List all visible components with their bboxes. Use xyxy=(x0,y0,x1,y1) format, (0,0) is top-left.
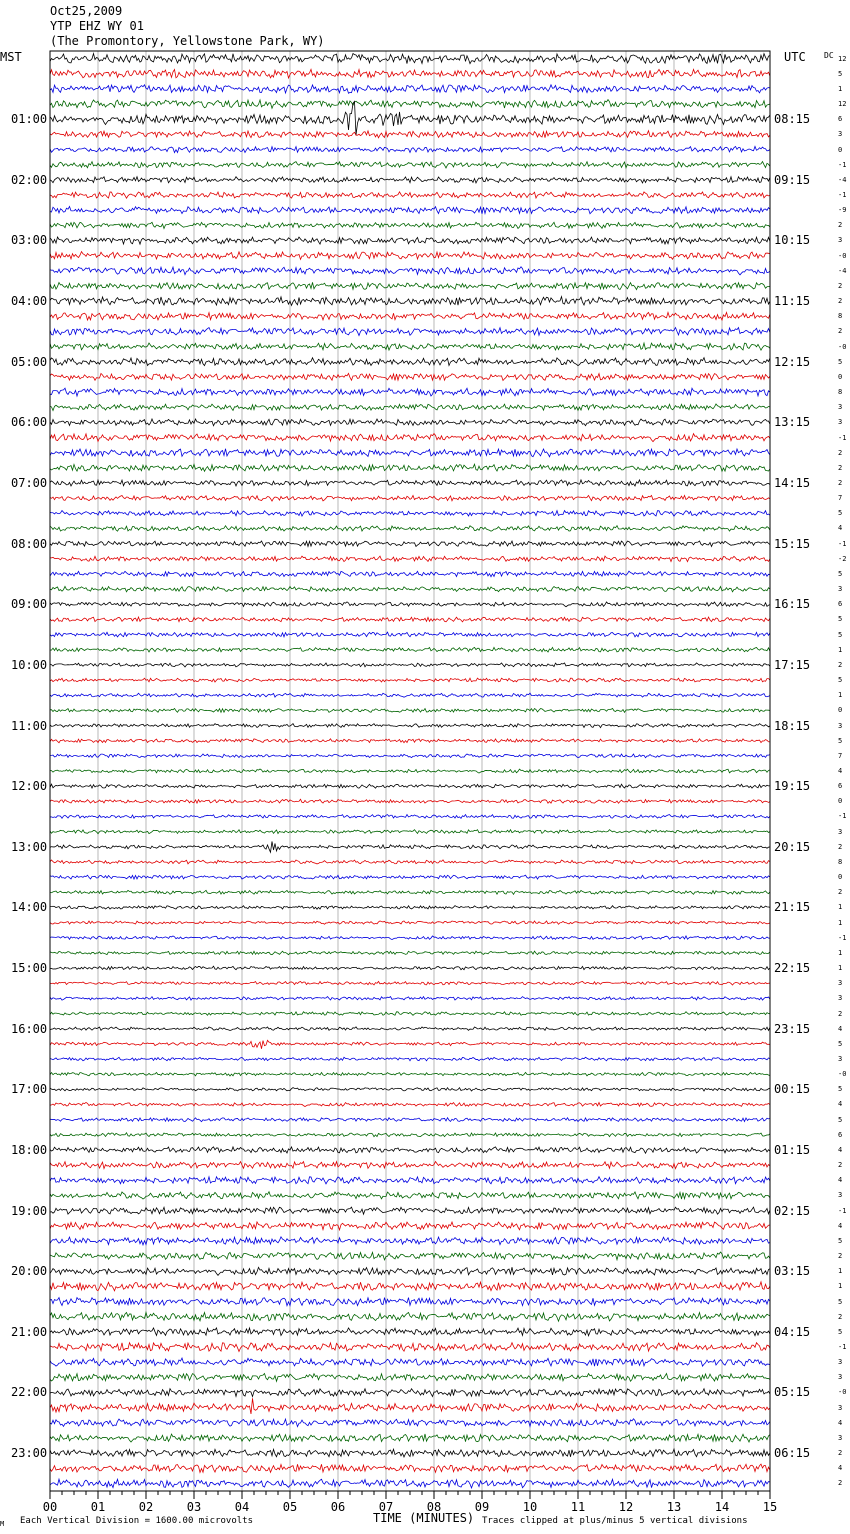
trace-83 xyxy=(50,1312,770,1321)
trace-3 xyxy=(50,100,770,109)
right-hour-label: 09:15 xyxy=(774,172,811,187)
trace-29 xyxy=(50,495,770,501)
corner-mark: M xyxy=(0,1520,5,1528)
dc-offset-label: -2 xyxy=(838,554,847,563)
left-hour-label: 09:00 xyxy=(11,597,48,612)
trace-36 xyxy=(50,602,770,607)
x-tick-label: 03 xyxy=(186,1500,202,1514)
dc-offset-label: 3 xyxy=(838,403,843,412)
dc-offset-label: 8 xyxy=(838,388,843,397)
dc-offset-label: 2 xyxy=(838,448,843,457)
trace-85 xyxy=(50,1343,770,1352)
trace-26 xyxy=(50,449,770,457)
x-tick-label: 14 xyxy=(714,1500,730,1514)
trace-56 xyxy=(50,906,770,910)
dc-offset-label: -0 xyxy=(838,251,847,260)
dc-offset-label: 0 xyxy=(838,797,843,806)
left-hour-label: 16:00 xyxy=(11,1021,48,1036)
right-hour-label: 02:15 xyxy=(774,1203,811,1218)
dc-offset-label: 3 xyxy=(838,1191,843,1200)
right-hour-label: 01:15 xyxy=(774,1142,811,1157)
right-hour-label: 13:15 xyxy=(774,415,811,430)
dc-offset-label: -1 xyxy=(838,433,847,442)
x-tick-label: 10 xyxy=(522,1500,538,1514)
right-hour-label: 05:15 xyxy=(774,1385,811,1400)
dc-offset-label: 2 xyxy=(838,1479,843,1488)
dc-offset-label: 8 xyxy=(838,312,843,321)
trace-40 xyxy=(50,663,770,667)
dc-offset-label: 3 xyxy=(838,1055,843,1063)
left-hour-label: 07:00 xyxy=(11,476,48,490)
trace-47 xyxy=(50,769,770,773)
dc-offset-label: 8 xyxy=(838,857,843,866)
dc-offset-label: 1 xyxy=(838,1267,843,1276)
trace-31 xyxy=(50,526,770,532)
trace-13 xyxy=(50,252,770,260)
left-hour-label: 23:00 xyxy=(11,1446,48,1461)
trace-2 xyxy=(50,85,770,93)
x-tick-label: 12 xyxy=(618,1500,634,1514)
dc-offset-label: 3 xyxy=(838,418,843,427)
trace-65 xyxy=(50,1040,770,1048)
trace-28 xyxy=(50,480,770,486)
dc-offset-label: 4 xyxy=(838,1024,843,1033)
dc-offset-label: 6 xyxy=(838,600,843,609)
trace-72 xyxy=(50,1147,770,1153)
seismic-traces xyxy=(50,54,770,1488)
trace-53 xyxy=(50,860,770,864)
trace-81 xyxy=(50,1282,770,1291)
trace-27 xyxy=(50,464,770,471)
trace-18 xyxy=(50,328,770,336)
left-hour-label: 10:00 xyxy=(11,657,48,672)
dc-offset-label: 5 xyxy=(838,1085,843,1094)
right-hour-label: 10:15 xyxy=(774,233,811,248)
dc-offset-label: 0 xyxy=(838,873,843,882)
trace-58 xyxy=(50,936,770,940)
trace-10 xyxy=(50,206,770,213)
dc-offset-label: 5 xyxy=(838,1327,843,1336)
trace-80 xyxy=(50,1267,770,1275)
dc-offset-label: 5 xyxy=(838,736,843,745)
dc-offset-label: 4 xyxy=(838,1100,843,1109)
trace-7 xyxy=(50,162,770,168)
left-hour-label: 13:00 xyxy=(11,839,48,854)
dc-offset-label: 2 xyxy=(838,1312,843,1321)
left-hour-label: 04:00 xyxy=(11,294,48,309)
trace-62 xyxy=(50,997,770,1001)
left-hour-label: 06:00 xyxy=(11,415,48,430)
dc-offset-label: 3 xyxy=(838,979,843,988)
trace-14 xyxy=(50,267,770,275)
right-hour-label: 14:15 xyxy=(774,476,811,490)
dc-offset-label: 1 xyxy=(838,964,843,973)
trace-67 xyxy=(50,1072,770,1076)
dc-offset-label: -1 xyxy=(838,1206,847,1215)
trace-49 xyxy=(50,799,770,803)
left-zone-label: MST xyxy=(0,50,22,64)
trace-84 xyxy=(50,1328,770,1336)
trace-1 xyxy=(50,69,770,78)
dc-offset-label: 4 xyxy=(838,1176,843,1185)
dc-offset-label: -1 xyxy=(838,1343,847,1351)
trace-50 xyxy=(50,815,770,819)
trace-39 xyxy=(50,647,770,652)
dc-offset-label: 3 xyxy=(838,721,843,730)
dc-offset-label: -1 xyxy=(838,812,847,821)
trace-54 xyxy=(50,875,770,879)
trace-16 xyxy=(50,297,770,306)
trace-4 xyxy=(50,101,770,135)
dc-offset-label: 5 xyxy=(838,1297,843,1306)
dc-offset-label: 2 xyxy=(838,660,843,669)
trace-52 xyxy=(50,841,770,852)
dc-offset-label: -9 xyxy=(838,206,847,215)
header-date: Oct25,2009 xyxy=(50,4,123,18)
trace-19 xyxy=(50,343,770,350)
trace-63 xyxy=(50,1012,770,1016)
trace-92 xyxy=(50,1449,770,1457)
left-hour-label: 02:00 xyxy=(11,172,48,187)
trace-23 xyxy=(50,404,770,411)
dc-offset-label: -1 xyxy=(838,933,847,942)
dc-offset-label: 5 xyxy=(838,569,843,578)
right-hour-label: 19:15 xyxy=(774,779,811,794)
trace-20 xyxy=(50,358,770,366)
left-hour-label: 05:00 xyxy=(11,354,48,369)
dc-offset-label: -4 xyxy=(838,175,847,184)
dc-offset-label: 0 xyxy=(838,706,843,715)
dc-offset-label: 3 xyxy=(838,1358,843,1367)
left-hour-label: 01:00 xyxy=(11,112,48,127)
trace-38 xyxy=(50,632,770,637)
x-tick-label: 07 xyxy=(378,1500,394,1514)
dc-offset-label: 3 xyxy=(838,827,843,836)
trace-46 xyxy=(50,754,770,758)
dc-offset-label: 2 xyxy=(838,463,843,472)
trace-48 xyxy=(50,784,770,788)
right-hour-label: 21:15 xyxy=(774,900,811,915)
dc-offset-label: 1 xyxy=(838,948,843,957)
trace-60 xyxy=(50,966,770,970)
dc-offset-label: 12 xyxy=(838,100,847,109)
dc-offset-label: 2 xyxy=(838,327,843,336)
dc-offset-label: 0 xyxy=(838,372,843,381)
right-hour-label: 16:15 xyxy=(774,597,811,612)
dc-offset-label: 7 xyxy=(838,494,843,503)
x-tick-label: 01 xyxy=(90,1500,106,1514)
right-hour-label: 17:15 xyxy=(774,657,811,672)
dc-label: DC xyxy=(824,51,834,60)
dc-offset-label: 1 xyxy=(838,1282,843,1291)
trace-25 xyxy=(50,434,770,442)
right-hour-label: 15:15 xyxy=(774,536,811,551)
dc-offset-label: 5 xyxy=(838,630,843,639)
right-hour-label: 20:15 xyxy=(774,839,811,854)
dc-offset-label: 2 xyxy=(838,1252,843,1261)
dc-offset-label: 3 xyxy=(838,236,843,245)
dc-offset-label: 5 xyxy=(838,615,843,624)
trace-42 xyxy=(50,693,770,697)
left-hour-label: 14:00 xyxy=(11,900,48,915)
dc-offset-label: -4 xyxy=(838,266,847,275)
right-hour-label: 22:15 xyxy=(774,961,811,976)
trace-34 xyxy=(50,571,770,577)
trace-8 xyxy=(50,177,770,183)
trace-82 xyxy=(50,1298,770,1306)
right-hour-label: 06:15 xyxy=(774,1446,811,1461)
trace-32 xyxy=(50,541,770,546)
dc-offset-label: 3 xyxy=(838,994,843,1003)
dc-offset-label: 3 xyxy=(838,585,843,594)
dc-offset-label: 3 xyxy=(838,130,843,139)
dc-offset-label: 2 xyxy=(838,221,843,230)
dc-offset-label: 1 xyxy=(838,645,843,654)
dc-offset-label: 2 xyxy=(838,297,843,306)
right-hour-label: 04:15 xyxy=(774,1324,811,1339)
left-hour-label: 08:00 xyxy=(11,536,48,551)
trace-57 xyxy=(50,921,770,924)
dc-offset-label: -0 xyxy=(838,342,847,351)
header-station: YTP EHZ WY 01 xyxy=(50,19,144,33)
trace-87 xyxy=(50,1373,770,1381)
trace-94 xyxy=(50,1479,770,1488)
dc-offset-label: 1 xyxy=(838,84,843,93)
trace-55 xyxy=(50,890,770,894)
trace-5 xyxy=(50,131,770,138)
x-tick-label: 11 xyxy=(570,1500,586,1514)
trace-11 xyxy=(50,222,770,228)
dc-offset-label: 2 xyxy=(838,842,843,851)
left-hour-label: 18:00 xyxy=(11,1142,48,1157)
dc-offset-label: 2 xyxy=(838,1161,843,1170)
dc-offset-label: -1 xyxy=(838,191,847,199)
dc-offset-label: -1 xyxy=(838,539,847,548)
right-zone-label: UTC xyxy=(784,50,806,64)
x-tick-label: 15 xyxy=(762,1500,778,1514)
dc-offset-label: 4 xyxy=(838,1145,843,1154)
dc-offset-label: 5 xyxy=(838,1039,843,1048)
dc-offset-label: 1 xyxy=(838,918,843,927)
dc-offset-label: 6 xyxy=(838,115,843,124)
dc-offset-label: 4 xyxy=(838,1221,843,1230)
dc-offset-label: 5 xyxy=(838,1115,843,1124)
trace-74 xyxy=(50,1177,770,1184)
trace-75 xyxy=(50,1192,770,1199)
dc-offset-label: 4 xyxy=(838,1464,843,1473)
trace-78 xyxy=(50,1237,770,1245)
trace-79 xyxy=(50,1252,770,1260)
dc-offset-label: -0 xyxy=(838,1070,847,1079)
dc-offset-label: 0 xyxy=(838,145,843,154)
trace-9 xyxy=(50,192,770,198)
x-tick-label: 13 xyxy=(666,1500,682,1514)
right-hour-label: 11:15 xyxy=(774,294,811,309)
dc-offset-label: 2 xyxy=(838,1449,843,1458)
left-hour-label: 03:00 xyxy=(11,233,48,248)
dc-offset-label: 3 xyxy=(838,1433,843,1442)
trace-77 xyxy=(50,1222,770,1230)
trace-24 xyxy=(50,419,770,426)
trace-73 xyxy=(50,1162,770,1169)
trace-12 xyxy=(50,237,770,244)
dc-offset-label: 5 xyxy=(838,69,843,78)
dc-offset-label: 5 xyxy=(838,357,843,366)
trace-69 xyxy=(50,1102,770,1106)
x-tick-label: 08 xyxy=(426,1500,442,1514)
trace-0 xyxy=(50,54,770,64)
x-tick-label: 06 xyxy=(330,1500,346,1514)
trace-45 xyxy=(50,739,770,743)
trace-93 xyxy=(50,1464,770,1472)
trace-71 xyxy=(50,1133,770,1137)
trace-17 xyxy=(50,312,770,320)
trace-33 xyxy=(50,556,770,562)
trace-76 xyxy=(50,1207,770,1214)
right-hour-label: 18:15 xyxy=(774,718,811,733)
dc-offset-label: 4 xyxy=(838,524,843,533)
dc-offset-label: 1 xyxy=(838,691,843,700)
dc-offset-label: 7 xyxy=(838,751,843,760)
trace-30 xyxy=(50,511,770,517)
trace-21 xyxy=(50,373,770,380)
dc-offset-label: 5 xyxy=(838,509,843,518)
right-hour-label: 12:15 xyxy=(774,354,811,369)
right-hour-label: 08:15 xyxy=(774,112,811,127)
dc-offset-label: 2 xyxy=(838,281,843,290)
x-axis-label: TIME (MINUTES) xyxy=(373,1511,475,1525)
left-hour-label: 12:00 xyxy=(11,779,48,794)
trace-6 xyxy=(50,146,770,152)
right-hour-label: 00:15 xyxy=(774,1082,811,1097)
trace-37 xyxy=(50,617,770,622)
dc-offset-label: 3 xyxy=(838,1403,843,1412)
dc-offset-label: -0 xyxy=(838,1388,847,1397)
left-hour-label: 17:00 xyxy=(11,1082,48,1097)
trace-15 xyxy=(50,282,770,289)
right-hour-label: 03:15 xyxy=(774,1264,811,1279)
trace-35 xyxy=(50,586,770,591)
left-hour-label: 19:00 xyxy=(11,1203,48,1218)
x-tick-label: 05 xyxy=(282,1500,298,1514)
clip-note: Traces clipped at plus/minus 5 vertical divisions xyxy=(482,1516,748,1526)
trace-43 xyxy=(50,708,770,712)
trace-44 xyxy=(50,724,770,728)
x-tick-label: 00 xyxy=(42,1500,58,1514)
trace-66 xyxy=(50,1057,770,1061)
dc-offset-label: -1 xyxy=(838,160,847,169)
trace-51 xyxy=(50,830,770,834)
dc-offset-label: 3 xyxy=(838,1373,843,1382)
trace-68 xyxy=(50,1088,770,1091)
header-location: (The Promontory, Yellowstone Park, WY) xyxy=(50,34,325,48)
x-tick-label: 09 xyxy=(474,1500,490,1514)
trace-88 xyxy=(50,1389,770,1397)
trace-64 xyxy=(50,1027,770,1031)
dc-offset-label: 4 xyxy=(838,1418,843,1427)
dc-offset-label: 6 xyxy=(838,1130,843,1139)
x-tick-label: 02 xyxy=(138,1500,154,1514)
dc-offset-label: 1 xyxy=(838,903,843,912)
dc-offset-label: 2 xyxy=(838,888,843,897)
left-hour-label: 20:00 xyxy=(11,1264,48,1279)
dc-offset-label: 12 xyxy=(838,54,847,63)
left-hour-label: 11:00 xyxy=(11,718,48,733)
trace-89 xyxy=(50,1398,770,1414)
trace-61 xyxy=(50,981,770,985)
trace-90 xyxy=(50,1419,770,1427)
trace-22 xyxy=(50,388,770,396)
left-hour-label: 22:00 xyxy=(11,1385,48,1400)
dc-offset-label: 4 xyxy=(838,767,843,775)
trace-59 xyxy=(50,951,770,955)
dc-offset-label: 6 xyxy=(838,782,843,791)
trace-70 xyxy=(50,1118,770,1122)
dc-offset-label: 5 xyxy=(838,676,843,685)
left-hour-label: 15:00 xyxy=(11,961,48,976)
right-hour-label: 23:15 xyxy=(774,1021,811,1036)
x-tick-label: 04 xyxy=(234,1500,250,1514)
dc-offset-label: 5 xyxy=(838,1236,843,1245)
dc-offset-label: 2 xyxy=(838,1009,843,1018)
dc-offset-label: 2 xyxy=(838,479,843,487)
scale-note: Each Vertical Division = 1600.00 microvolts xyxy=(20,1516,253,1526)
trace-86 xyxy=(50,1358,770,1366)
trace-91 xyxy=(50,1434,770,1442)
trace-41 xyxy=(50,678,770,682)
left-hour-label: 21:00 xyxy=(11,1324,48,1339)
